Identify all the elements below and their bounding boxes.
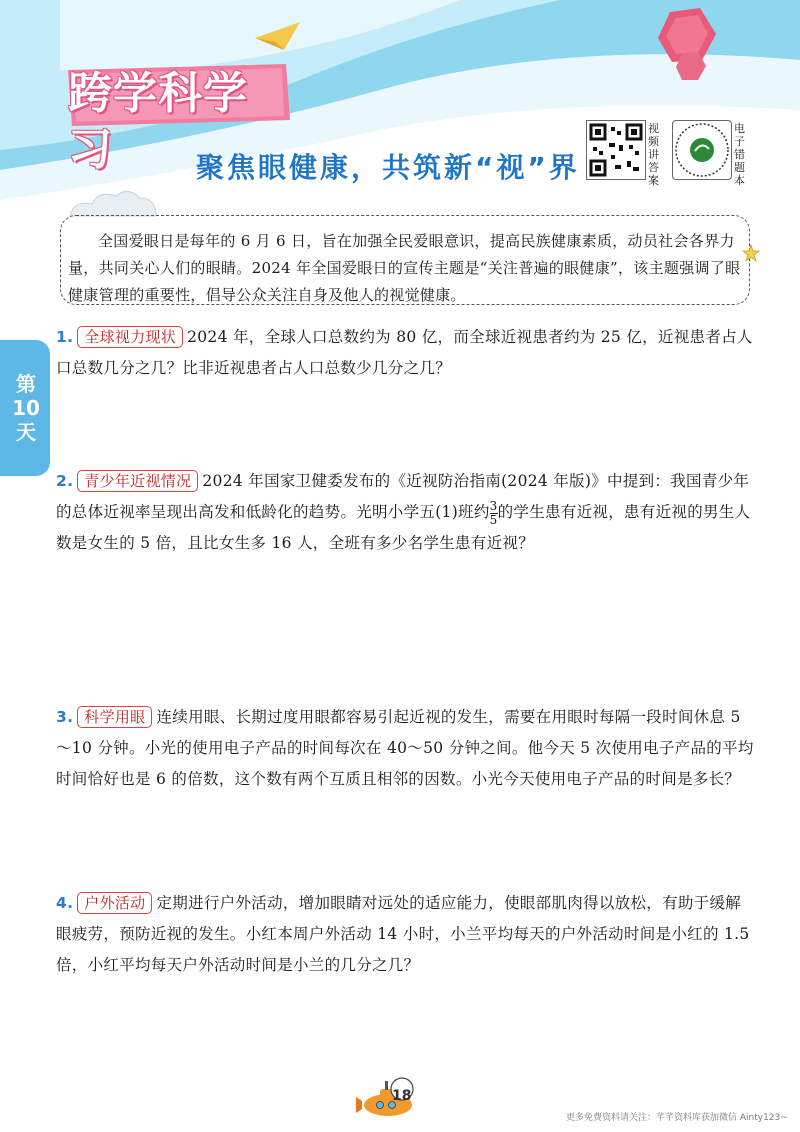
- qr-code-video[interactable]: [586, 120, 646, 180]
- question-number: 2.: [56, 472, 74, 490]
- page-number: 18: [392, 1088, 412, 1104]
- question-tag: 科学用眼: [77, 706, 152, 728]
- star-icon: [742, 244, 760, 262]
- question-3: [56, 702, 756, 795]
- footer-note: 更多免费资料请关注：芊芊资料库获加微信 Ainty123~: [566, 1113, 788, 1123]
- qr-code-error-book[interactable]: [672, 120, 732, 180]
- qr-error-label: 电子错题本: [734, 122, 745, 187]
- question-number: 4.: [56, 894, 74, 912]
- question-1: [56, 322, 756, 384]
- cloud-icon: [70, 191, 156, 216]
- question-number: 1.: [56, 328, 74, 346]
- question-text: 连续用眼、长期过度用眼都容易引起近视的发生，需要在用眼时每隔一段时间休息 5～10 分钟。小光的使用电子产品的时间每次在 40～50 分钟之间。他今天 5 次使用电子产品的平均时间恰好也是 6 的倍数，这个数有两个互质且相邻的因数。小光今天使用电子产品的时间是多长？: [56, 708, 754, 788]
- day-tab-label: 第10天: [12, 372, 40, 444]
- question-text: 定期进行户外活动，增加眼睛对远处的适应能力，使眼部肌肉得以放松，有助于缓解眼疲劳，预防近视的发生。小红本周户外活动 14 小时，小兰平均每天的户外活动时间是小红的 1.5 倍，小红平均每天户外活动时间是小兰的几分之几？: [56, 894, 750, 974]
- question-tag: 青少年近视情况: [77, 470, 198, 492]
- question-text: 2024 年，全球人口总数约为 80 亿，而全球近视患者约为 25 亿，近视患者占人口总数几分之几？比非近视患者占人口总数少几分之几？: [56, 328, 753, 377]
- fraction-denominator: 5: [489, 512, 498, 527]
- question-2: [56, 466, 756, 559]
- main-title: 跨学科学习: [68, 68, 248, 175]
- intro-text: 全国爱眼日是每年的 6 月 6 日，旨在加强全民爱眼意识，提高民族健康素质，动员社会各界力量，共同关心人们的眼睛。2024 年全国爱眼日的宣传主题是“关注普遍的眼健康”，该主题强调了眼健康管理的重要性，倡导公众关注自身及他人的视觉健康。: [68, 232, 741, 304]
- question-text-continued: 的学生患有近视，患有近视的男生人数是女生的 5 倍，且比女生多 16 人，全班有多少名学生患有近视？: [56, 503, 751, 552]
- question-text: 2024 年国家卫健委发布的《近视防治指南(2024 年版)》中提到：我国青少年的总体近视率呈现出高发和低龄化的趋势。光明小学五(1)班约: [56, 472, 750, 521]
- fraction: [490, 500, 498, 527]
- fraction-numerator: 3: [489, 498, 498, 513]
- qr-code-icon: [587, 121, 645, 179]
- mini-program-code-icon: [673, 121, 731, 179]
- question-4: [56, 888, 756, 981]
- question-tag: 全球视力现状: [77, 326, 183, 348]
- question-tag: 户外活动: [77, 892, 152, 914]
- question-number: 3.: [56, 708, 74, 726]
- page-subtitle: 聚焦眼健康，共筑新“视”界: [196, 151, 580, 184]
- qr-video-label: 视频讲答案: [648, 122, 659, 187]
